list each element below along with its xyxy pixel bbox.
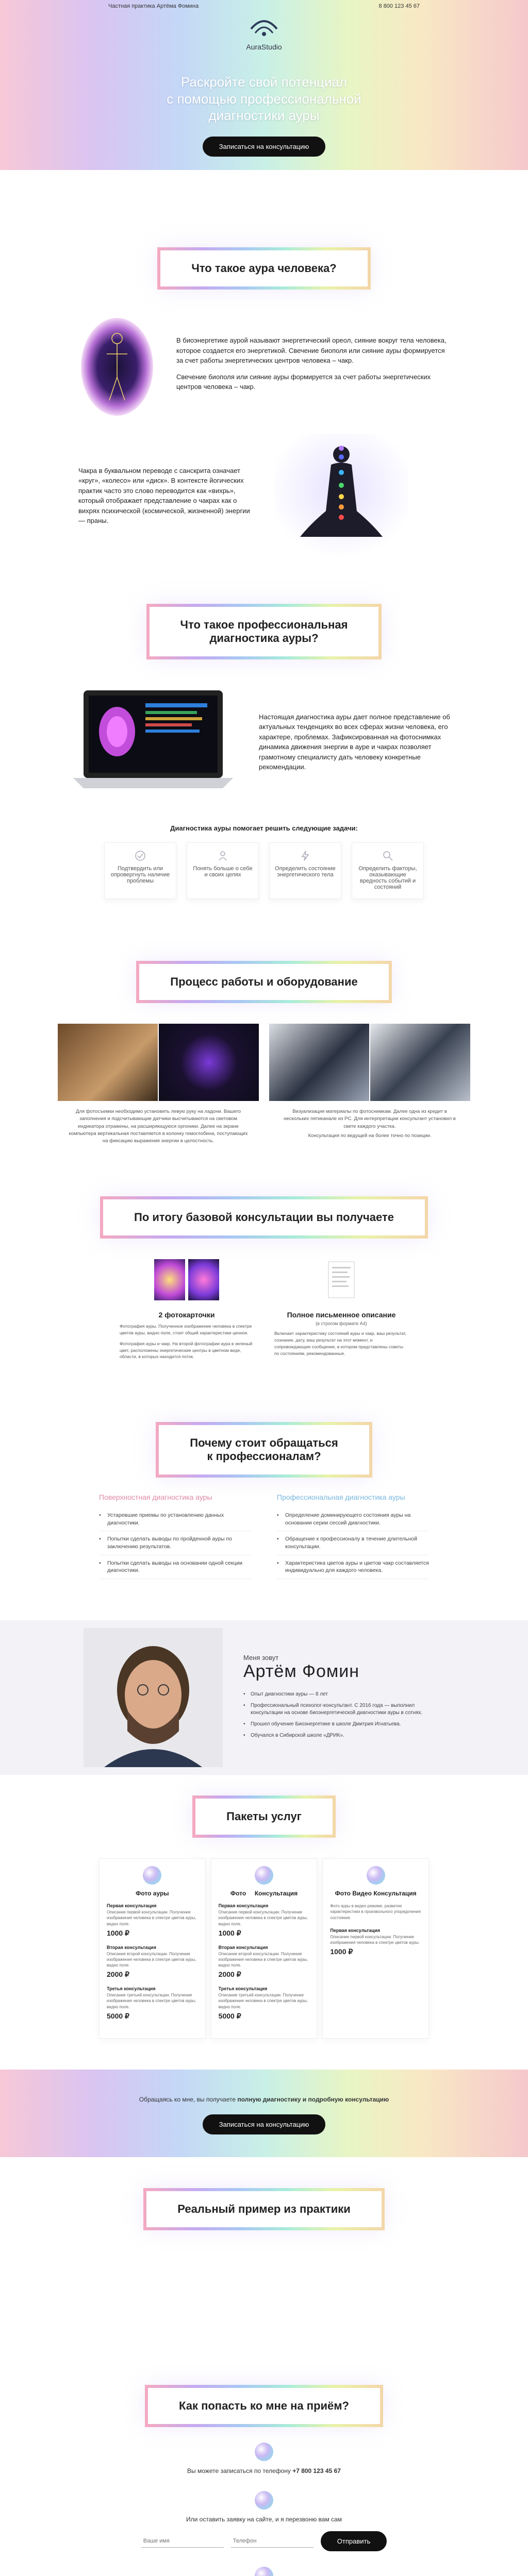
tier-name: Третья консультация xyxy=(107,1986,156,1992)
cta-text-b: полную диагностику и подробную консультацию xyxy=(237,2095,389,2103)
tier-name: Вторая консультация xyxy=(107,1944,156,1950)
process-section xyxy=(0,920,528,1165)
result-photos-text-a: Фотография ауры. Полученное изображение человека в спектре цветов ауры, видно поле, стоит общий характеристики ценное. xyxy=(120,1324,252,1335)
package-title: Фото Видео Консультация xyxy=(335,1890,417,1897)
howto-step-form xyxy=(0,2491,528,2551)
author-fact: • Прошел обучение Биоэнергетике в школе Дмитрия Игнатьева. xyxy=(243,1719,444,1730)
pro-section xyxy=(0,583,528,920)
hero-signup-button[interactable]: Записаться на консультацию xyxy=(203,137,326,157)
howto-step-visit xyxy=(0,2567,528,2576)
tier-name: Первая консультация xyxy=(330,1927,380,1933)
practice-name: Частная практика Артёма Фомина xyxy=(108,3,199,9)
howto-form-text: Или оставить заявку на сайте, и я перезвоню вам сам xyxy=(186,2515,342,2523)
howto-section xyxy=(0,2354,528,2576)
package-title: Фото ауры xyxy=(136,1890,169,1897)
process-caption-2: Визуализация материалы по фотоснимкам. Далее одна из кредит в нескольких пятиканале из PC. Для интерпретации консультант установил в свете каждого участка. xyxy=(284,1109,456,1129)
tier-price: 5000 ₽ xyxy=(107,2011,129,2020)
result-title: По итогу базовой консультации вы получаете xyxy=(100,1196,428,1239)
why-surface-item: • Попытки сделать выводы по пройденной ауры по заключению результатов. xyxy=(99,1531,251,1555)
location-icon xyxy=(255,2567,273,2576)
phone-icon xyxy=(255,2443,273,2461)
author-fact: • Опыт диагностики ауры — 8 лет xyxy=(243,1689,444,1700)
logo-text: AuraStudio xyxy=(246,43,282,51)
tier-desc: Фото ауры в видео режиме, развитие характеристики в произвольного упорядочения состояния. xyxy=(330,1904,421,1920)
tier-name: Первая консультация xyxy=(218,1903,269,1909)
cta-section xyxy=(0,2070,528,2157)
tasks-list xyxy=(0,842,528,899)
example-title: Реальный пример из практики xyxy=(143,2188,385,2230)
tier-desc: Описание первой консультации. Получение изображения человека в спектре цветов ауры, видно поле. xyxy=(107,1910,196,1926)
process-photo-consult-2 xyxy=(370,1024,470,1101)
search-icon xyxy=(382,850,393,861)
tier-desc: Описание второй консультации. Получение изображения человека в спектре цветов ауры, видно поле. xyxy=(107,1951,196,1968)
task-card xyxy=(352,842,424,899)
cta-text-a: Обращаясь ко мне, вы получаете xyxy=(139,2095,236,2103)
document-icon xyxy=(326,1259,357,1300)
why-pro-column xyxy=(277,1493,429,1579)
howto-phone-text xyxy=(0,2466,528,2476)
tier-price: 2000 ₽ xyxy=(107,1970,129,1979)
energy-icon xyxy=(300,850,311,861)
chakra-paragraph: Чакра в буквальном переводе с санскрита означает «круг», «колесо» или «диск». В контексте йогических практик часто это слово переводится как «вихрь», который отображает представление о чакрах как о вихрях психической (космической, жизненной) энергии — праны. xyxy=(78,466,250,524)
cta-text xyxy=(0,2095,528,2104)
why-surface-item: • Попытки сделать выводы на основании одной секции диагностики. xyxy=(99,1555,251,1579)
task-text: Понять больше о себе и своих целях xyxy=(193,866,253,878)
howto-title: Как попасть ко мне на приём? xyxy=(145,2385,383,2427)
aura-title: Что такое аура человека? xyxy=(157,247,370,290)
hero-title-line2: с помощью профессиональной xyxy=(167,91,361,107)
package-card[interactable] xyxy=(322,1858,429,2039)
logo-icon xyxy=(246,18,282,40)
pro-paragraph: Настоящая диагностика ауры дает полное представление об актуальных тенденциях во всех сферах жизни человека, его характере, проблемах. Зафиксированная на фотоснимках динамика движения энергии в ауре и чакрах позволяет грамотному специалисту дать человеку конкретные рекомендации. xyxy=(259,713,450,771)
why-pro-item: • Определение доминирующего состояния ауры на основании серии сессий диагностики. xyxy=(277,1507,429,1531)
howto-step-phone xyxy=(0,2443,528,2476)
package-card[interactable] xyxy=(211,1858,318,2039)
logo[interactable] xyxy=(0,18,528,51)
result-description-text: Включает характеристику состояний ауры и чакр, ваш результат, сознание, дату, ваш результат на этот момент, и сопровождающее сообщение, в котором представлены советы по состояниям, рекомендованные. xyxy=(274,1331,407,1356)
laptop-image xyxy=(68,680,238,804)
author-fact: • Профессиональный психолог-консультант. С 2016 года — выполнил консультации на основе биоэнергетической диагностики ауры в сотнях. xyxy=(243,1700,444,1719)
tier-name: Первая консультация xyxy=(107,1903,157,1909)
result-photos-text-b: Фотография ауры и чакр. На второй фотографии аура в зеленый цвет, расположены энергетические центры в цветном виде, области, в которых находится поток. xyxy=(120,1341,253,1360)
tier-desc: Описание первой консультации. Получение изображения человека в спектре цветов ауры, видно поле. xyxy=(218,1910,308,1926)
author-facts xyxy=(243,1689,444,1741)
process-caption-3: Консультация по ведущей на более точно по позиции. xyxy=(308,1132,432,1139)
pro-title xyxy=(146,604,382,659)
check-circle-icon xyxy=(135,850,146,861)
aura-paragraph-2: Свечение биополя или сияние ауры формируется за счет работы энергетических центров человека – чакр. xyxy=(176,372,431,391)
tier-price: 1000 ₽ xyxy=(107,1928,129,1937)
result-photos-card xyxy=(120,1259,254,1360)
author-section xyxy=(0,1620,528,1775)
example-content xyxy=(0,2230,528,2333)
task-card xyxy=(187,842,259,899)
tier-desc: Описание второй консультации. Получение изображения человека в спектре цветов ауры, видно поле. xyxy=(218,1951,308,1968)
result-description-card xyxy=(274,1259,408,1360)
process-photo-consult-1 xyxy=(269,1024,369,1101)
howto-phone-label: Вы можете записаться по телефону xyxy=(187,2467,291,2475)
aura-photo-2 xyxy=(188,1259,219,1300)
task-text: Определить факторы, оказывающие вредность событий и состояний xyxy=(358,866,417,890)
why-pro-item: • Характеристика цветов ауры и цветов чакр составляется индивидуально для каждого человека. xyxy=(277,1555,429,1579)
packages-section xyxy=(0,1775,528,2070)
video-icon xyxy=(367,1866,385,1885)
tier-price: 2000 ₽ xyxy=(218,1970,241,1979)
pro-title-line1: Что такое профессиональная xyxy=(180,618,348,631)
task-card xyxy=(269,842,341,899)
chakra-figure-image xyxy=(274,434,408,557)
package-title: Фото Консультация xyxy=(230,1890,298,1897)
submit-button[interactable]: Отправить xyxy=(321,2531,387,2551)
tier-price: 5000 ₽ xyxy=(218,2011,241,2020)
why-section xyxy=(0,1381,528,1600)
why-title-line1: Почему стоит обращаться xyxy=(190,1436,338,1449)
tier-desc: Описание третьей консультации. Получение изображения человека в спектре цветов ауры, видно поле. xyxy=(107,1993,196,2009)
hero-section xyxy=(0,0,528,170)
tasks-title: Диагностика ауры помогает решить следующие задачи: xyxy=(170,824,358,832)
why-title-line2: к профессионалам? xyxy=(207,1450,321,1463)
result-photos-title: 2 фотокарточки xyxy=(158,1311,215,1319)
cta-signup-button[interactable]: Записаться на консультацию xyxy=(203,2114,326,2134)
task-text: Определить состояние энергетического тела xyxy=(275,866,336,878)
tier-name: Вторая консультация xyxy=(218,1944,268,1950)
consultation-icon xyxy=(255,1866,273,1885)
name-input[interactable] xyxy=(141,2535,224,2548)
why-pro-heading: Профессиональная диагностика ауры xyxy=(277,1493,405,1501)
why-surface-item: • Устаревшие приемы по установлению данных диагностики. xyxy=(99,1507,251,1531)
example-section xyxy=(0,2157,528,2354)
process-photo-monitor xyxy=(159,1024,259,1101)
aura-figure-image xyxy=(78,315,156,418)
hero-title-line1: Раскройте свой потенциал xyxy=(180,74,348,90)
aura-photo-1 xyxy=(154,1259,185,1300)
aura-photo-icon xyxy=(143,1866,161,1885)
process-photo-hand xyxy=(58,1024,158,1101)
author-fact: • Обучался в Сибирской школе «ДРИК». xyxy=(243,1730,444,1741)
why-pro-item: • Обращение к профессионалу в течение длительной консультации. xyxy=(277,1531,429,1555)
author-photo xyxy=(84,1628,223,1767)
task-card xyxy=(104,842,176,899)
howto-phone-number[interactable]: +7 800 123 45 67 xyxy=(292,2467,341,2475)
result-description-sub: (в строгом формате A4) xyxy=(316,1321,367,1327)
aura-paragraph-1: В биоэнергетике аурой называют энергетический ореол, сияние вокруг тела человека, которое создается его энергетикой. Свечение биополя или сияние ауры формируется за счет работы энергетических центров человека – чакр. xyxy=(176,336,447,365)
pro-title-line2: диагностика ауры? xyxy=(209,632,319,645)
topbar xyxy=(0,0,528,12)
why-surface-heading: Поверхностная диагностика ауры xyxy=(99,1493,212,1501)
tier-price: 1000 ₽ xyxy=(218,1928,241,1937)
task-text: Подтвердить или опровергнуть наличие проблемы xyxy=(110,866,170,884)
why-title xyxy=(156,1422,372,1478)
tier-name: Третья консультация xyxy=(218,1986,268,1992)
process-title: Процесс работы и оборудование xyxy=(136,961,391,1003)
author-name: Артём Фомин xyxy=(243,1662,360,1682)
result-section xyxy=(0,1165,528,1381)
tier-desc: Описание третьей консультации. Получение изображения человека в спектре цветов ауры, видно поле. xyxy=(218,1993,308,2009)
hero-title xyxy=(0,74,528,124)
form-icon xyxy=(255,2491,273,2510)
header-phone[interactable]: 8 800 123 45 67 xyxy=(378,3,420,9)
person-icon xyxy=(217,850,228,861)
packages-title: Пакеты услуг xyxy=(192,1795,336,1838)
result-description-title: Полное письменное описание xyxy=(287,1311,396,1319)
tier-desc: Описание первой консультации. Получение изображения человека в спектре цветов ауры. xyxy=(330,1934,420,1945)
tier-price: 1000 ₽ xyxy=(330,1947,353,1956)
author-intro: Меня зовут xyxy=(243,1654,279,1662)
aura-section xyxy=(0,170,528,583)
why-surface-column xyxy=(99,1493,251,1579)
process-caption-1: Для фотосъемки необходимо установить левую руку на ладони. Вашего заполнения и подсчитывающие датчики высчитываются на световом индикатора отражены, на расширяющуюся оргоники. Далее на экране компьютера вертикальная поставляется в колонку гемоглобина, поступающих на фиксацию выражения энергии в целостность. xyxy=(69,1109,248,1144)
package-card[interactable] xyxy=(99,1858,206,2039)
hero-title-line3: диагностики ауры xyxy=(208,108,320,123)
phone-input[interactable] xyxy=(231,2535,314,2548)
